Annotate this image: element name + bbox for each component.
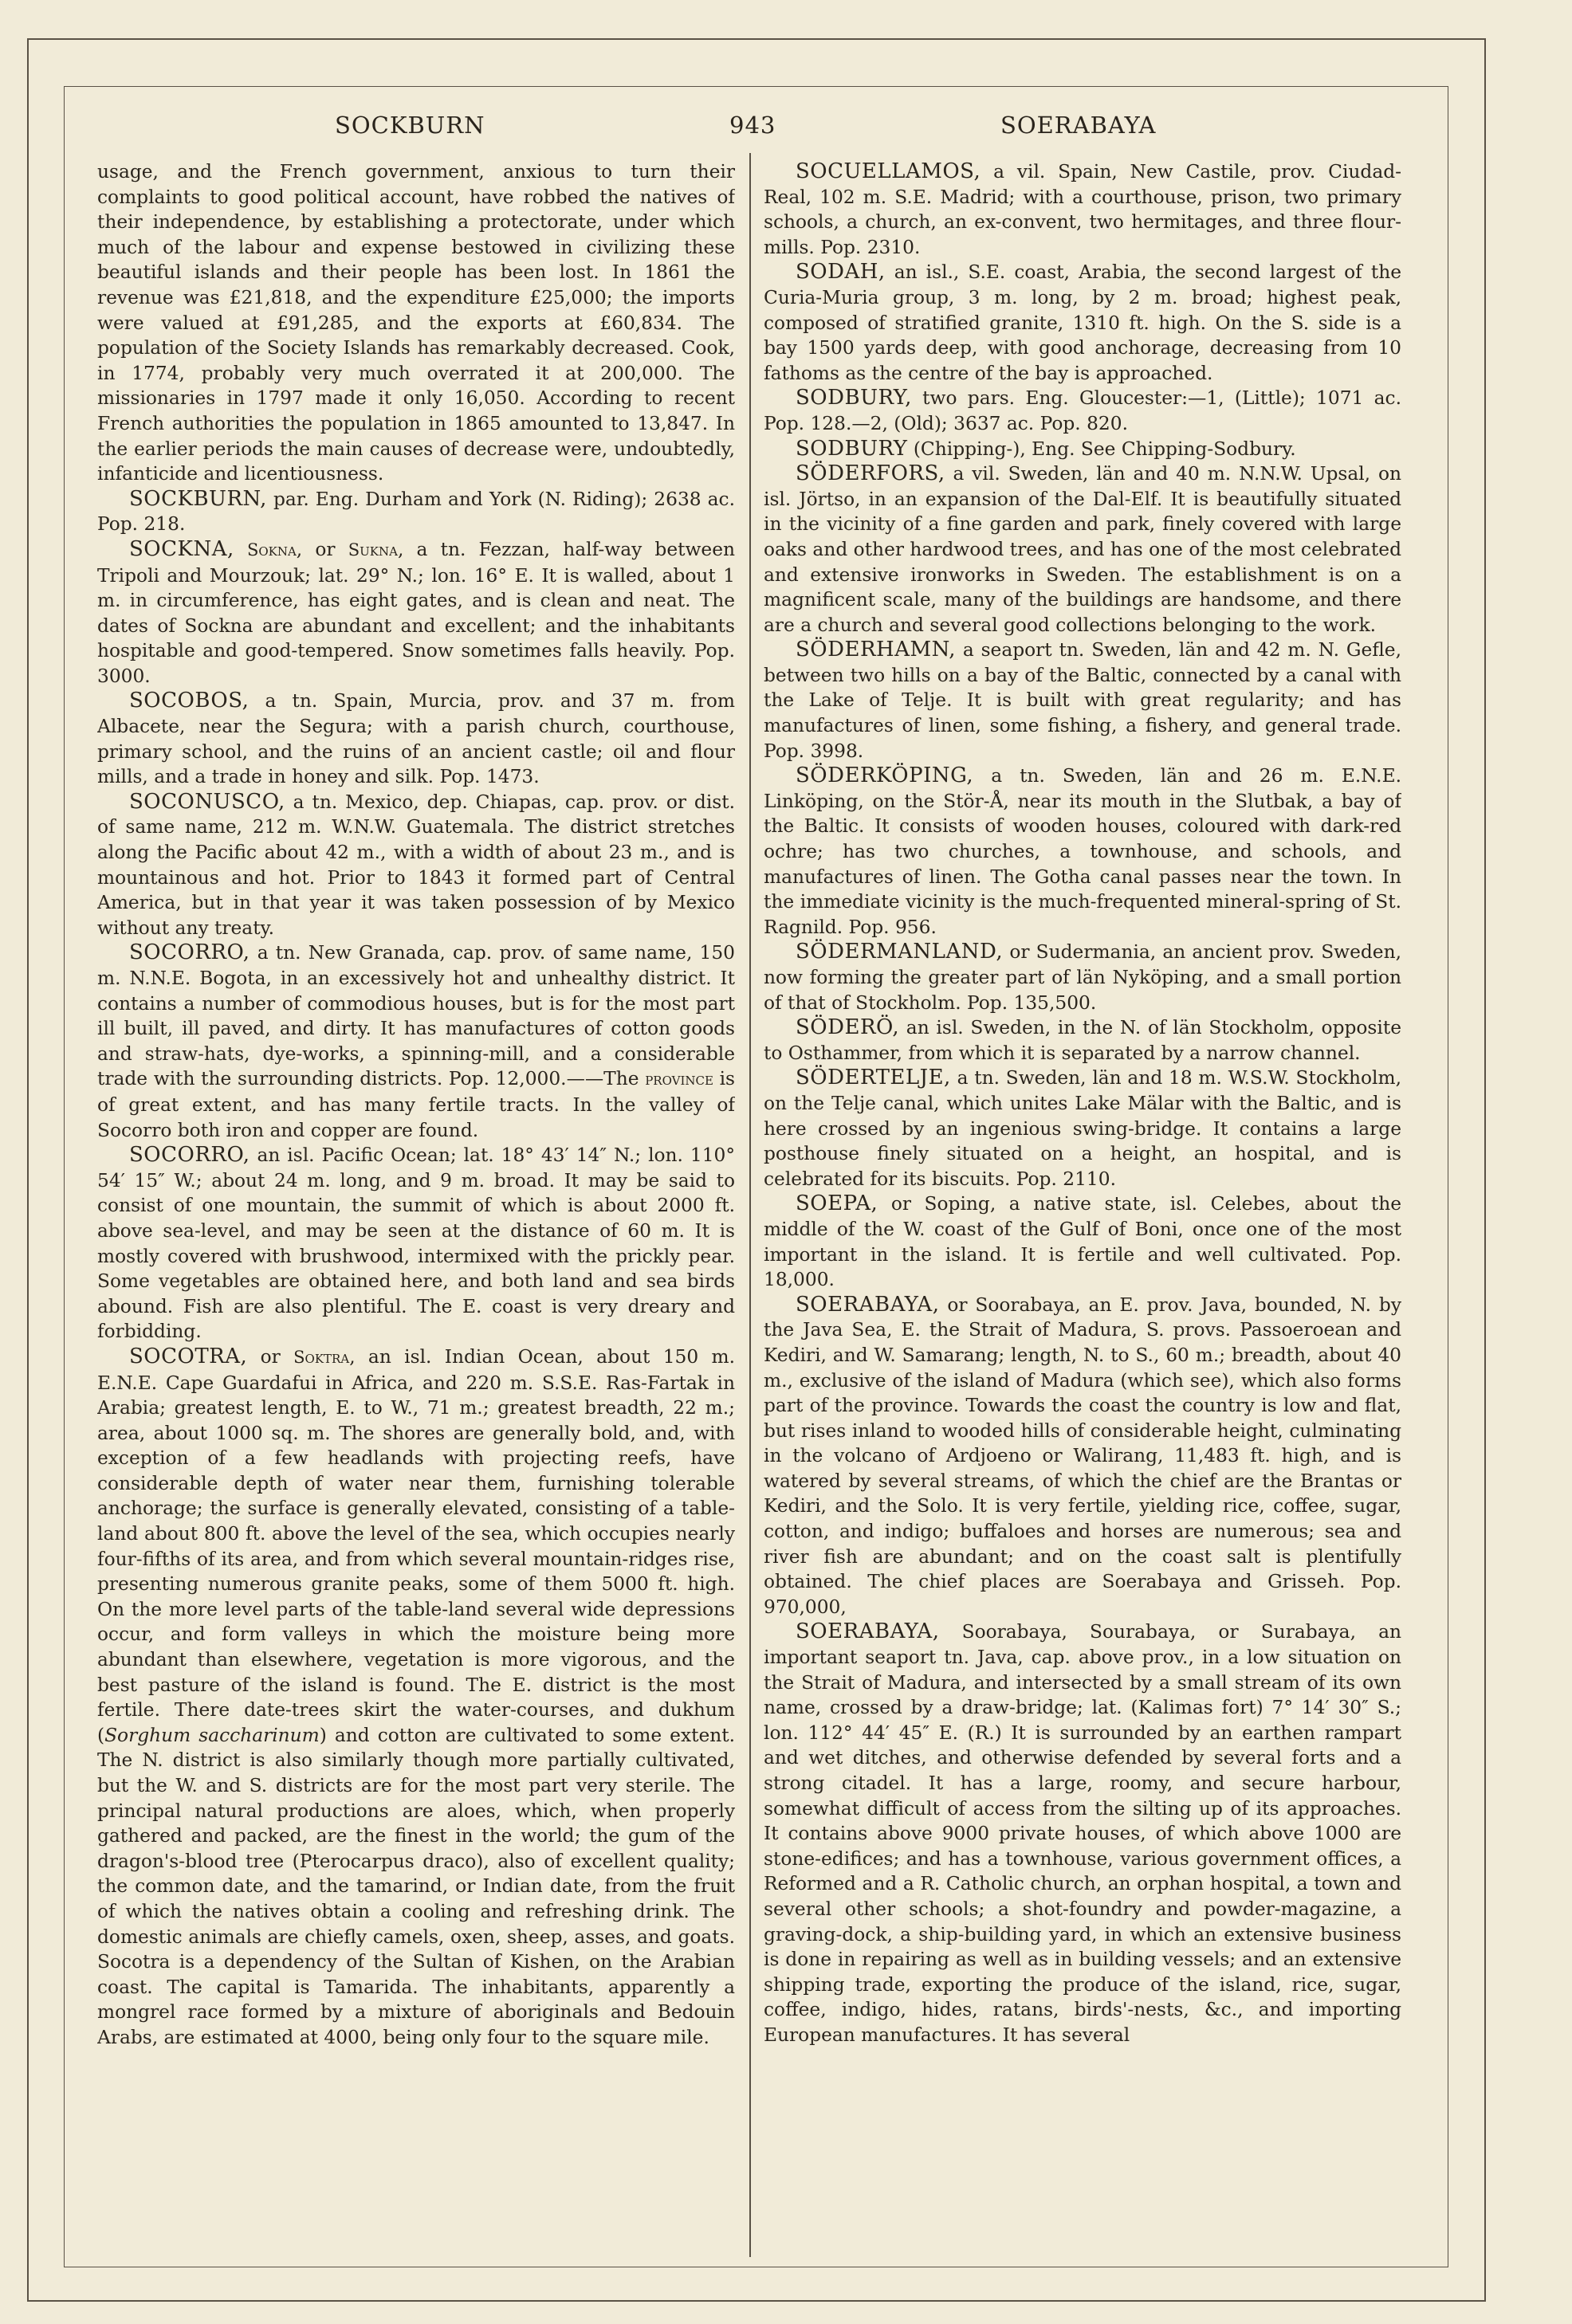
entry-headword: SODAH, <box>796 260 886 285</box>
gazetteer-entry <box>764 1191 1401 1292</box>
right-column <box>764 159 1401 2255</box>
gazetteer-entry <box>97 1143 735 1345</box>
entry-headword: SOCKBURN, <box>129 486 267 511</box>
entry-text: , a tn. Fezzan, half-way between Tripoli and Mourzouk; lat. 29° N.; lon. 16° E. It is walled, about 1 m. in circumference, has eight gates, and is clean and neat. The dates of Sockna are abundant and excellent; and the inhabitants hospitable and good-tempered. Snow sometimes falls heavily. Pop. 3000. <box>97 538 735 687</box>
entry-headword: SOCONUSCO, <box>129 789 285 814</box>
entry-headword: SOERABAYA, <box>796 1292 940 1317</box>
entry-italic: Sorghum saccharinum <box>104 1724 320 1746</box>
entry-text: a tn. Sweden, län and 26 m. E.N.E. Linköping, on the Stör-Å, near its mouth in the Slutbak, a bay of the Baltic. It consists of wooden houses, coloured with dark-red ochre; has two churches, a townhouse, and schools, and manufactures of linen. The Gotha canal passes near the town. In the immediate vicinity is the much-frequented mineral-spring of St. Ragnild. Pop. 956. <box>764 765 1401 938</box>
entry-headword: SÖDERTELJE, <box>796 1066 951 1090</box>
page-number: 943 <box>729 112 776 139</box>
gazetteer-entry <box>764 159 1401 260</box>
entry-text: a tn. Spain, Murcia, prov. and 37 m. from Albacete, near the Segura; with a parish church, courthouse, primary school, and the ruins of an ancient castle; oil and flour mills, and a trade in honey and silk. Pop. 1473. <box>97 690 735 788</box>
entry-text: is of great extent, and has many fertile tracts. In the valley of Socorro both iron and copper are found. <box>97 1068 735 1141</box>
gazetteer-entry <box>764 1015 1401 1066</box>
entry-text: , or <box>296 538 348 560</box>
entry-headword: SODBURY <box>796 436 908 461</box>
entry-text: a tn. Sweden, län and 18 m. W.S.W. Stockholm, on the Telje canal, which unites Lake Mälar with the Baltic, and is here crossed by an ingenious swing-bridge. It contains a large posthouse finely situated on a height, an hospital, and is celebrated for its biscuits. Pop. 2110. <box>764 1067 1401 1190</box>
entry-text: or Soping, a native state, isl. Celebes, about the middle of the W. coast of the Gulf of Boni, once one of the most important in the island. It is fertile and well cultivated. Pop. 18,000. <box>764 1193 1401 1291</box>
entry-headword: SOCOBOS, <box>129 689 250 713</box>
entry-headword: SÖDERHAMN, <box>796 638 956 662</box>
entry-text: a vil. Spain, New Castile, prov. Ciudad-Real, 102 m. S.E. Madrid; with a courthouse, prison, two primary schools, a church, an ex-convent, two hermitages, and three flour-mills. Pop. 2310. <box>764 161 1401 258</box>
entry-headword: SÖDERÖ, <box>796 1015 900 1040</box>
entry-headword: SÖDERMANLAND, <box>796 940 1004 964</box>
entry-headword: SOCOTRA, <box>129 1344 248 1368</box>
entry-text: , an isl. Indian Ocean, about 150 m. E.N.E. Cape Guardafui in Africa, and 220 m. S.S.E. Ras-Fartak in Arabia; greatest length, E. to W., 71 m.; greatest breadth, 22 m.; area, about 1000 sq. m. The shores are generally bold, and, with exception of a few headlands with projecting reefs, have considerable depth of water near them, furnishing tolerable anchorage; the surface is generally elevated, consisting of a table-land about 800 ft. above the level of the sea, which occupies nearly four-fifths of its area, and from which several mountain-ridges rise, presenting numerous granite peaks, some of them 5000 ft. high. On the more level parts of the table-land several wide depressions occur, and form valleys in which the moisture being more abundant than elsewhere, vegetation is more vigorous, and the best pasture of the island is found. The E. district is the most fertile. There date-trees skirt the water-courses, and dukhum ( <box>97 1345 735 1746</box>
entry-text <box>234 539 247 560</box>
entry-headword: SOCUELLAMOS, <box>796 159 981 183</box>
gazetteer-entry <box>97 537 735 689</box>
entry-text: a tn. New Granada, cap. prov. of same name, 150 m. N.N.E. Bogota, in an excessively hot and unhealthy district. It contains a number of commodious houses, but is for the most part ill built, ill paved, and dirty. It has manufactures of cotton goods and straw-hats, dye-works, a spinning-mill, and a considerable trade with the surrounding districts. Pop. 12,000.——The <box>97 942 735 1090</box>
header-left-word: SOCKBURN <box>335 112 485 139</box>
entry-variant-name: Sokna <box>246 540 297 559</box>
entry-headword: SOCORRO, <box>129 940 250 965</box>
entry-smallcaps: province <box>645 1070 713 1089</box>
gazetteer-entry <box>764 461 1401 638</box>
continued-paragraph <box>97 159 735 487</box>
entry-text: an isl., S.E. coast, Arabia, the second largest of the Curia-Muria group, 3 m. long, by 2 m. broad; highest peak, composed of stratified granite, 1310 ft. high. On the S. side is a bay 1500 yards deep, with good anchorage, decreasing from 10 fathoms as the centre of the bay is approached. <box>764 261 1401 384</box>
entry-text: an isl. Sweden, in the N. of län Stockholm, opposite to Osthammer, from which it is separated by a narrow channel. <box>764 1017 1401 1064</box>
gazetteer-entry <box>97 1345 735 2051</box>
entry-variant-name: Sukna <box>348 540 398 559</box>
entry-text: two pars. Eng. Gloucester:—1, (Little); 1071 ac. Pop. 128.—2, (Old); 3637 ac. Pop. 820. <box>764 387 1401 434</box>
gazetteer-entry <box>764 940 1401 1015</box>
entry-headword: SÖDERFORS, <box>796 461 945 486</box>
entry-text: or Soorabaya, an E. prov. Java, bounded, N. by the Java Sea, E. the Strait of Madura, S. provs. Passoeroean and Kediri, and W. Samarang; length, N. to S., 60 m.; breadth, about 40 m., exclusive of the island of Madura (which see), which also forms part of the province. Towards the coast the country is low and flat, but rises inland to wooded hills of considerable height, culminating in the volcano of Ardjoeno or Walirang, 11,483 ft. high, and is watered by several streams, of which the chief are the Brantas or Kediri, and the Solo. It is very fertile, yielding rice, coffee, sugar, cotton, and indigo; buffaloes and horses are numerous; sea and river fish are abundant; and on the coast salt is plentifully obtained. The chief places are Soerabaya and Grisseh. Pop. 970,000, <box>764 1294 1401 1618</box>
entry-headword: SOEPA, <box>796 1191 878 1216</box>
entry-text: usage, and the French government, anxious to turn their complaints to good political account, have robbed the natives of their independence, by establishing a protectorate, under which much of the labour and expense bestowed in civilizing these beautiful islands and their people has been lost. In 1861 the revenue was £21,818, and the expenditure £25,000; the imports were valued at £91,285, and the exports at £60,834. The population of the Society Islands has remarkably decreased. Cook, in 1774, probably very much overrated it at 200,000. The missionaries in 1797 made it only 16,050. According to recent French authorities the population in 1865 amounted to 13,847. In the earlier periods the main causes of decrease were, undoubtedly, infanticide and licentiousness. <box>97 161 735 485</box>
header-right-word: SOERABAYA <box>1000 112 1157 139</box>
entry-text: (Chipping-), Eng. See Chipping-Sodbury. <box>907 438 1296 460</box>
gazetteer-entry <box>764 386 1401 436</box>
gazetteer-entry <box>97 940 735 1143</box>
gazetteer-entry <box>764 638 1401 764</box>
gazetteer-entry <box>97 790 735 941</box>
entry-headword: SODBURY, <box>796 386 912 410</box>
entry-headword: SOERABAYA, <box>796 1619 940 1644</box>
entry-headword: SOCORRO, <box>129 1143 250 1168</box>
entry-text: Soorabaya, Sourabaya, or Surabaya, an important seaport tn. Java, cap. above prov., in a low situation on the Strait of Madura, and intersected by a small stream of its own name, crossed by a draw-bridge; lat. (Kalimas fort) 7° 14′ 30″ S.; lon. 112° 44′ 45″ E. (R.) It is surrounded by an earthen rampart and wet ditches, and otherwise defended by several forts and a strong citadel. It has a large, roomy, and secure harbour, somewhat difficult of access from the silting up of its approaches. It contains above 9000 private houses, of which above 1000 are stone-edifices; and has a townhouse, various government offices, a Reformed and a R. Catholic church, an orphan hospital, a town and several other schools; a shot-foundry and powder-magazine, a graving-dock, a ship-building yard, in which an extensive business is done in repairing as well as in building vessels; and an extensive shipping trade, exporting the produce of the island, rice, sugar, coffee, indigo, hides, ratans, birds'-nests, &c., and importing European manufactures. It has several <box>764 1621 1401 2046</box>
entry-text: or <box>247 1345 294 1368</box>
entry-text: a vil. Sweden, län and 40 m. N.N.W. Upsal, on isl. Jörtso, in an expansion of the Dal-Elf. It is beautifully situated in the vicinity of a fine garden and park, finely covered with large oaks and other hardwood trees, and has one of the most celebrated and extensive ironworks in Sweden. The establishment is on a magnificent scale, many of the buildings are handsome, and there are a church and several good collections belonging to the work. <box>764 463 1401 636</box>
gazetteer-entry <box>97 689 735 789</box>
entry-text: a seaport tn. Sweden, län and 42 m. N. Gefle, between two hills on a bay of the Baltic, connected by a canal with the Lake of Telje. It is built with great regularity; and has manufactures of linen, some fishing, a fishery, and general trade. Pop. 3998. <box>764 639 1401 762</box>
gazetteer-entry <box>764 1293 1401 1620</box>
left-column <box>97 159 735 2255</box>
column-divider <box>749 153 751 2257</box>
gazetteer-entry <box>764 764 1401 940</box>
entry-text: ) and cotton are cultivated to some extent. The N. district is also similarly though more partially cultivated, but the W. and S. districts are for the most part very sterile. The principal natural productions are aloes, which, when properly gathered and packed, are the finest in the world; the gum of the dragon's-blood tree (Pterocarpus draco), also of excellent quality; the common date, and the tamarind, or Indian date, from the fruit of which the natives obtain a cooling and refreshing drink. The domestic animals are chiefly camels, oxen, sheep, asses, and goats. Socotra is a dependency of the Sultan of Kishen, on the Arabian coast. The capital is Tamarida. The inhabitants, apparently a mongrel race formed by a mixture of aboriginals and Bedouin Arabs, are estimated at 4000, being only four to the square mile. <box>97 1724 735 2048</box>
entry-text: par. Eng. Durham and York (N. Riding); 2638 ac. Pop. 218. <box>97 488 735 536</box>
entry-text: or Sudermania, an ancient prov. Sweden, now forming the greater part of län Nyköping, and a small portion of that of Stockholm. Pop. 135,500. <box>764 941 1401 1014</box>
entry-headword: SÖDERKÖPING, <box>796 764 974 788</box>
entry-headword: SOCKNA, <box>129 536 234 561</box>
entry-variant-name: Soktra <box>293 1347 350 1367</box>
gazetteer-entry <box>764 437 1401 462</box>
gazetteer-entry <box>764 260 1401 386</box>
entry-text: an isl. Pacific Ocean; lat. 18° 43′ 14″ N.; lon. 110° 54′ 15″ W.; about 24 m. long, and 9 m. broad. It may be said to consist of one mountain, the summit of which is about 2000 ft. above sea-level, and may be seen at the distance of 60 m. It is mostly covered with brushwood, intermixed with the prickly pear. Some vegetables are obtained here, and both land and sea birds abound. Fish are also plentiful. The E. coast is very dreary and forbidding. <box>97 1144 735 1343</box>
entry-text: a tn. Mexico, dep. Chiapas, cap. prov. or dist. of same name, 212 m. W.N.W. Guatemala. The district stretches along the Pacific about 42 m., with a width of about 23 m., and is mountainous and hot. Prior to 1843 it formed part of Central America, but in that year it was taken possession of by Mexico without any treaty. <box>97 791 735 939</box>
gazetteer-entry <box>764 1066 1401 1191</box>
gazetteer-entry <box>97 487 735 537</box>
running-header <box>96 112 1419 151</box>
gazetteer-entry <box>764 1619 1401 2047</box>
